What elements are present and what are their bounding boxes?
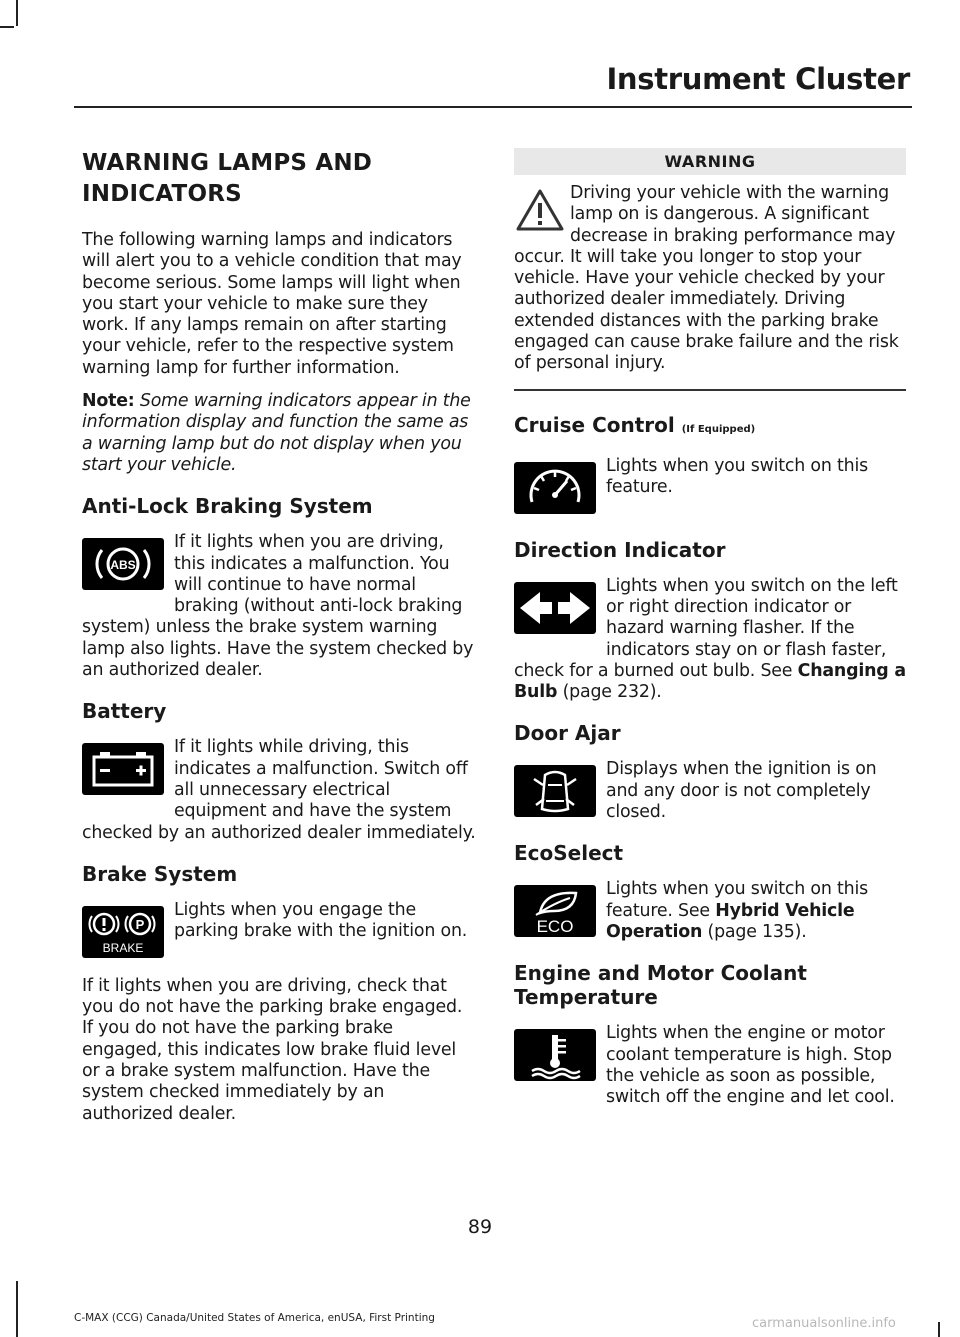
brake-description-2: If it lights when you are driving, check that you do not have the parking brake engaged. If you do not have the parking brake engaged, this indicates low brake fluid level or a brake system malfunction. Have the system checked immediately by an authorized dealer. bbox=[82, 975, 463, 1124]
crop-mark bbox=[0, 26, 14, 28]
door-title: Door Ajar bbox=[514, 721, 621, 746]
warning-heading: WARNING bbox=[514, 148, 906, 175]
crop-mark bbox=[16, 0, 18, 26]
section-title-line-1: WARNING LAMPS AND bbox=[82, 150, 373, 176]
crop-mark bbox=[16, 1281, 18, 1337]
abs-section bbox=[82, 494, 476, 681]
direction-title: Direction Indicator bbox=[514, 537, 726, 562]
cruise-qualifier: (If Equipped) bbox=[681, 423, 756, 435]
direction-section bbox=[514, 538, 906, 704]
eco-text-a: Lights when you switch on this feature. See bbox=[606, 879, 868, 921]
intro-paragraph: The following warning lamps and indicators will alert you to a vehicle condition that may become serious. Some lamps will light when you start your vehicle to make sure they work. If any lamps remain on after starting your vehicle, refer to the respective system warning lamp for further information. bbox=[82, 230, 462, 378]
svg-text:ECO: ECO bbox=[536, 917, 574, 937]
battery-title: Battery bbox=[82, 699, 167, 724]
cruise-title bbox=[514, 413, 906, 442]
right-column bbox=[514, 148, 906, 1121]
eco-leaf-icon bbox=[514, 885, 596, 937]
watermark: carmanualsonline.info bbox=[752, 1316, 896, 1331]
publication-footer: C-MAX (CCG) Canada/United States of America, enUSA, First Printing bbox=[74, 1312, 435, 1324]
coolant-temperature-icon bbox=[514, 1029, 596, 1081]
cruise-title-text: Cruise Control bbox=[514, 412, 675, 437]
warning-box bbox=[514, 148, 906, 391]
door-ajar-icon bbox=[514, 765, 596, 817]
cruise-control-icon bbox=[514, 462, 596, 514]
warning-triangle-icon bbox=[514, 187, 566, 235]
note-label: Note: bbox=[82, 391, 135, 412]
battery-icon bbox=[82, 743, 164, 795]
door-description: Displays when the ignition is on and any door is not completely closed. bbox=[606, 759, 877, 823]
door-section bbox=[514, 721, 906, 823]
section-title bbox=[82, 148, 476, 210]
note-paragraph bbox=[82, 391, 476, 476]
svg-text:ABS: ABS bbox=[110, 558, 136, 573]
cruise-section bbox=[514, 413, 906, 520]
warning-text: Driving your vehicle with the warning lamp on is dangerous. A significant decrease in braking performance may occur. It will take you longer to stop your vehicle. Have your vehicle checked by your authorized dealer immediately. Driving extended distances with the parking brake engaged can cause brake failure and the risk of personal injury. bbox=[514, 183, 899, 374]
page-header-title: Instrument Cluster bbox=[606, 62, 910, 96]
header-rule bbox=[74, 106, 912, 108]
abs-icon bbox=[82, 538, 164, 590]
left-column bbox=[82, 148, 476, 1137]
coolant-title: Engine and Motor Coolant Temperature bbox=[514, 961, 807, 1010]
direction-text-b: (page 232). bbox=[557, 682, 662, 703]
direction-xref-link[interactable]: Changing a Bulb bbox=[514, 660, 906, 703]
coolant-section bbox=[514, 961, 906, 1108]
eco-section bbox=[514, 841, 906, 943]
abs-description: If it lights when you are driving, this indicates a malfunction. You will continue to have normal braking (without anti-lock braking system) unless the brake system warning lamp also lights. Have the system checked by an authorized dealer. bbox=[82, 532, 474, 681]
svg-text:BRAKE: BRAKE bbox=[102, 940, 144, 955]
direction-text-a: Lights when you switch on the left or right direction indicator or hazard warning flasher. If the indicators stay on or flash faster, check for a burned out bulb. See bbox=[514, 575, 898, 681]
eco-xref-link[interactable]: Hybrid Vehicle Operation bbox=[606, 900, 855, 943]
eco-text-b: (page 135). bbox=[702, 922, 807, 943]
note-text: Some warning indicators appear in the information display and function the same as a warning lamp but do not display when you start your vehicle. bbox=[82, 391, 471, 475]
eco-title: EcoSelect bbox=[514, 841, 624, 866]
brake-section bbox=[82, 862, 476, 1125]
svg-text:P: P bbox=[135, 916, 145, 932]
warning-rule bbox=[514, 389, 906, 391]
direction-arrows-icon bbox=[514, 582, 596, 634]
page-number: 89 bbox=[467, 1216, 493, 1238]
coolant-description: Lights when the engine or motor coolant temperature is high. Stop the vehicle as soon as possible, switch off the engine and let cool. bbox=[606, 1023, 895, 1108]
brake-description: Lights when you engage the parking brake with the ignition on. bbox=[174, 899, 468, 942]
brake-title: Brake System bbox=[82, 861, 238, 886]
abs-title: Anti-Lock Braking System bbox=[82, 494, 373, 519]
crop-mark bbox=[938, 1322, 940, 1337]
battery-description: If it lights while driving, this indicates a malfunction. Switch off all unnecessary electrical equipment and have the system checked by an authorized dealer immediately. bbox=[82, 737, 476, 843]
cruise-description: Lights when you switch on this feature. bbox=[606, 455, 868, 497]
battery-section bbox=[82, 699, 476, 843]
brake-icon bbox=[82, 906, 164, 958]
section-title-line-2: INDICATORS bbox=[82, 181, 242, 207]
